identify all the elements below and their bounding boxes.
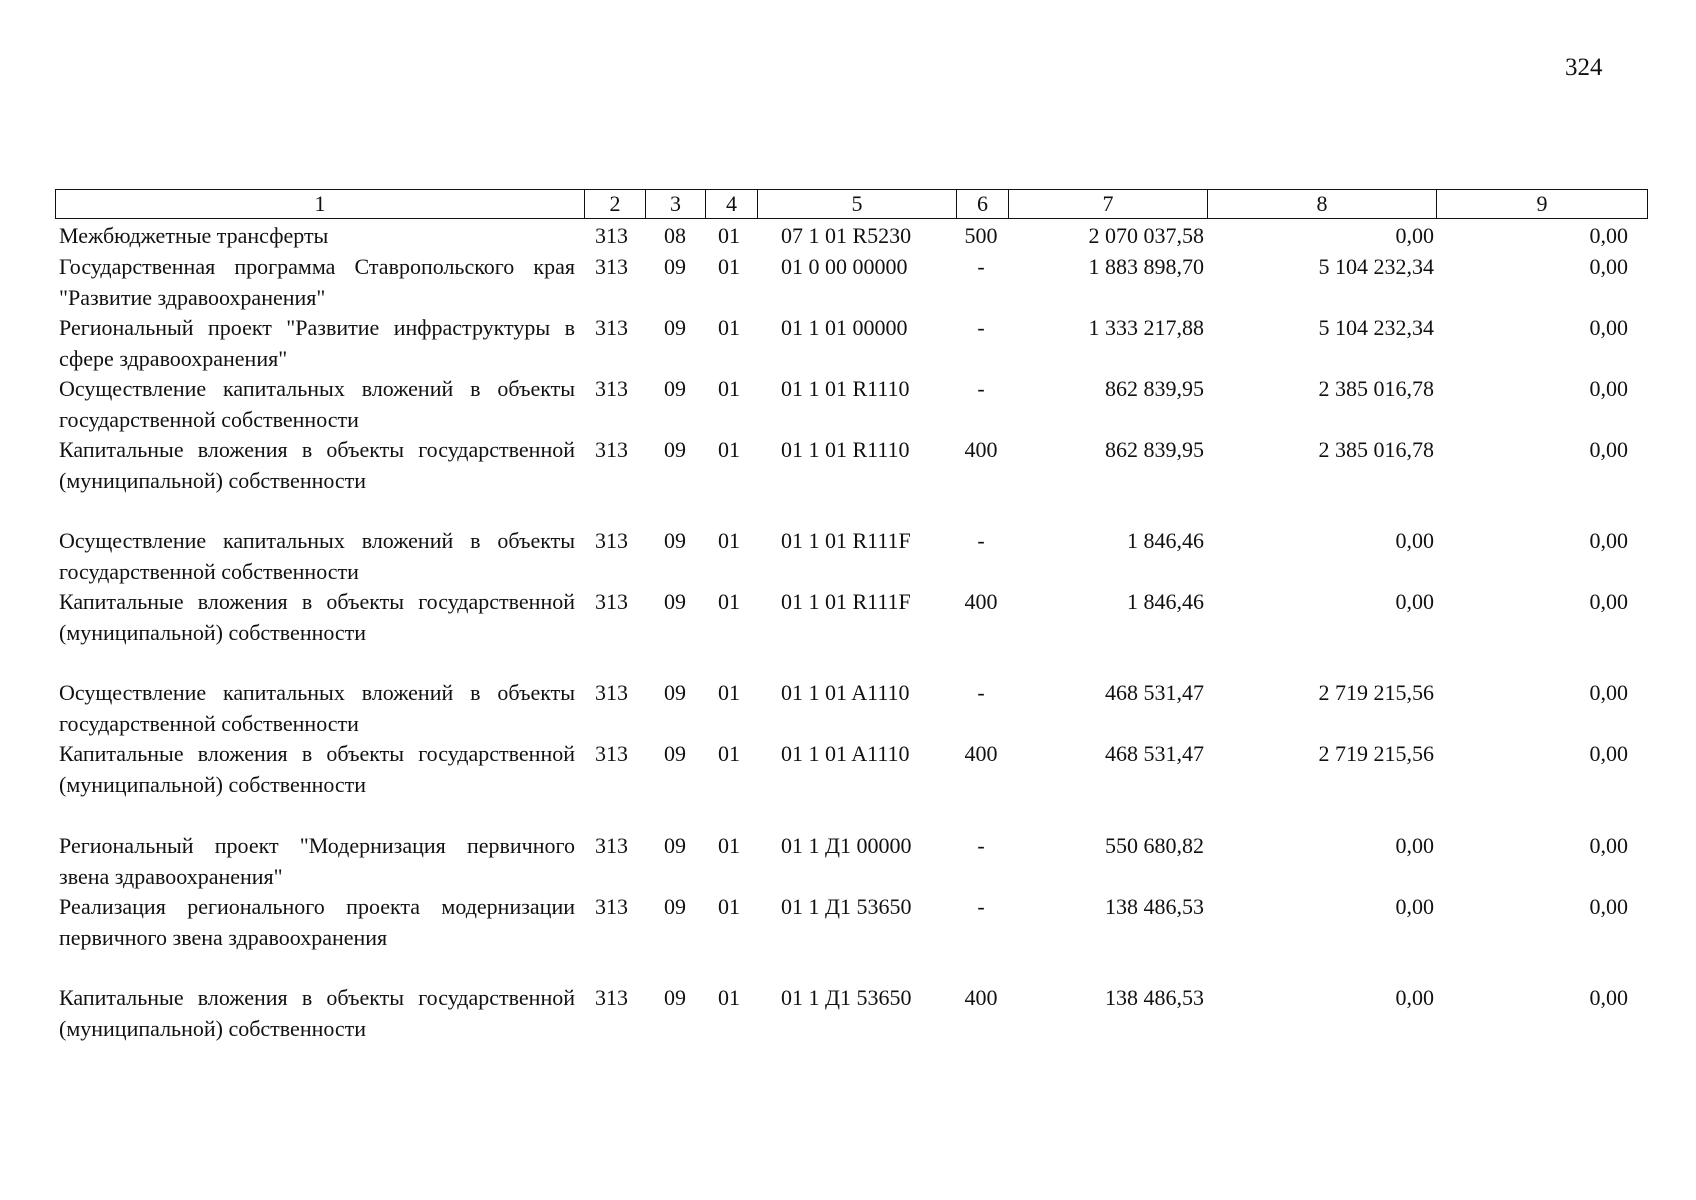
row-name: Капитальные вложения в объекты государственной (муниципальной) собственности xyxy=(59,437,575,493)
row-name: Осуществление капитальных вложений в объекты государственной собственности xyxy=(59,528,575,584)
row-col-3: 09 xyxy=(664,985,686,1010)
row-col-5: 01 1 01 R111F xyxy=(781,528,911,553)
row-col-7: 468 531,47 xyxy=(1105,680,1204,705)
row-col-8: 5 104 232,34 xyxy=(1318,315,1434,340)
row-col-5: 01 1 Д1 53650 xyxy=(781,985,912,1010)
row-col-5: 01 1 01 00000 xyxy=(781,315,908,340)
row-col-9: 0,00 xyxy=(1589,833,1628,858)
row-col-2: 313 xyxy=(595,315,628,340)
row-col-8: 0,00 xyxy=(1395,894,1434,919)
row-col-8: 2 385 016,78 xyxy=(1318,376,1434,401)
row-col-7: 550 680,82 xyxy=(1105,833,1204,858)
row-name: Государственная программа Ставропольского края "Развитие здравоохранения" xyxy=(59,254,575,310)
row-col-5: 01 1 01 R111F xyxy=(781,589,911,614)
row-col-8: 2 385 016,78 xyxy=(1318,437,1434,462)
row-col-2: 313 xyxy=(595,833,628,858)
row-col-5: 01 1 01 A1110 xyxy=(781,680,910,705)
row-col-7: 862 839,95 xyxy=(1105,437,1204,462)
row-name: Капитальные вложения в объекты государственной (муниципальной) собственности xyxy=(59,741,575,797)
row-name: Региональный проект "Развитие инфраструктуры в сфере здравоохранения" xyxy=(59,315,575,371)
row-col-4: 01 xyxy=(718,223,740,248)
row-name: Капитальные вложения в объекты государственной (муниципальной) собственности xyxy=(59,589,575,645)
row-col-4: 01 xyxy=(718,894,740,919)
row-col-6: 400 xyxy=(964,589,998,614)
row-col-2: 313 xyxy=(595,680,628,705)
column-header-2: 2 xyxy=(585,190,646,219)
row-col-4: 01 xyxy=(718,741,740,766)
row-col-4: 01 xyxy=(718,589,740,614)
row-col-5: 01 1 Д1 00000 xyxy=(781,833,912,858)
row-col-8: 0,00 xyxy=(1395,528,1434,553)
row-col-6: - xyxy=(977,376,985,401)
row-col-9: 0,00 xyxy=(1589,985,1628,1010)
row-col-6: - xyxy=(977,680,985,705)
row-col-3: 09 xyxy=(664,680,686,705)
row-col-3: 09 xyxy=(664,528,686,553)
row-col-7: 138 486,53 xyxy=(1105,985,1204,1010)
column-header-9: 9 xyxy=(1437,190,1648,219)
row-col-9: 0,00 xyxy=(1589,376,1628,401)
row-col-3: 09 xyxy=(664,833,686,858)
row-col-2: 313 xyxy=(595,985,628,1010)
row-col-4: 01 xyxy=(718,680,740,705)
row-col-4: 01 xyxy=(718,833,740,858)
row-col-3: 09 xyxy=(664,894,686,919)
row-col-2: 313 xyxy=(595,437,628,462)
row-name: Региональный проект "Модернизация первичного звена здравоохранения" xyxy=(59,833,575,889)
row-name: Осуществление капитальных вложений в объекты государственной собственности xyxy=(59,376,575,432)
row-col-8: 0,00 xyxy=(1395,589,1434,614)
row-col-6: 400 xyxy=(964,741,998,766)
row-col-9: 0,00 xyxy=(1589,894,1628,919)
row-col-3: 09 xyxy=(664,254,686,279)
row-col-2: 313 xyxy=(595,376,628,401)
row-col-9: 0,00 xyxy=(1589,315,1628,340)
row-name: Реализация регионального проекта модернизации первичного звена здравоохранения xyxy=(59,894,575,950)
row-col-7: 1 846,46 xyxy=(1127,528,1204,553)
row-col-8: 0,00 xyxy=(1395,833,1434,858)
row-col-8: 2 719 215,56 xyxy=(1318,741,1434,766)
row-col-5: 07 1 01 R5230 xyxy=(781,223,912,248)
column-header-4: 4 xyxy=(706,190,758,219)
row-col-5: 01 0 00 00000 xyxy=(781,254,908,279)
row-col-6: - xyxy=(977,894,985,919)
page-number: 324 xyxy=(1565,54,1603,81)
row-col-6: 400 xyxy=(964,437,998,462)
row-col-4: 01 xyxy=(718,315,740,340)
row-col-3: 09 xyxy=(664,437,686,462)
row-col-5: 01 1 01 A1110 xyxy=(781,741,910,766)
row-col-9: 0,00 xyxy=(1589,680,1628,705)
row-col-4: 01 xyxy=(718,985,740,1010)
row-col-4: 01 xyxy=(718,437,740,462)
row-col-6: - xyxy=(977,528,985,553)
row-col-5: 01 1 01 R1110 xyxy=(781,376,910,401)
row-col-2: 313 xyxy=(595,528,628,553)
row-col-4: 01 xyxy=(718,254,740,279)
row-col-7: 2 070 037,58 xyxy=(1088,223,1204,248)
column-header-5: 5 xyxy=(758,190,957,219)
row-col-4: 01 xyxy=(718,376,740,401)
row-col-7: 1 333 217,88 xyxy=(1088,315,1204,340)
row-col-9: 0,00 xyxy=(1589,437,1628,462)
row-col-3: 09 xyxy=(664,741,686,766)
row-col-9: 0,00 xyxy=(1589,528,1628,553)
row-col-7: 862 839,95 xyxy=(1105,376,1204,401)
row-col-8: 5 104 232,34 xyxy=(1318,254,1434,279)
column-header-1: 1 xyxy=(56,190,585,219)
row-col-9: 0,00 xyxy=(1589,254,1628,279)
row-col-3: 09 xyxy=(664,315,686,340)
row-col-8: 0,00 xyxy=(1395,985,1434,1010)
row-col-9: 0,00 xyxy=(1589,223,1628,248)
row-col-7: 1 846,46 xyxy=(1127,589,1204,614)
row-col-6: - xyxy=(977,315,985,340)
row-col-7: 1 883 898,70 xyxy=(1088,254,1204,279)
row-col-4: 01 xyxy=(718,528,740,553)
row-col-3: 09 xyxy=(664,589,686,614)
column-header-table xyxy=(55,189,1648,219)
column-header-row xyxy=(56,190,1648,219)
row-col-6: - xyxy=(977,254,985,279)
row-col-9: 0,00 xyxy=(1589,589,1628,614)
row-col-6: - xyxy=(977,833,985,858)
row-col-7: 468 531,47 xyxy=(1105,741,1204,766)
column-header-7: 7 xyxy=(1009,190,1208,219)
row-col-3: 08 xyxy=(664,223,686,248)
column-header-3: 3 xyxy=(646,190,706,219)
row-col-6: 500 xyxy=(964,223,998,248)
row-col-2: 313 xyxy=(595,223,628,248)
column-header-8: 8 xyxy=(1208,190,1437,219)
row-col-8: 0,00 xyxy=(1395,223,1434,248)
row-col-5: 01 1 01 R1110 xyxy=(781,437,910,462)
row-col-9: 0,00 xyxy=(1589,741,1628,766)
row-col-2: 313 xyxy=(595,741,628,766)
row-col-6: 400 xyxy=(964,985,998,1010)
row-name: Осуществление капитальных вложений в объекты государственной собственности xyxy=(59,680,575,736)
row-col-2: 313 xyxy=(595,589,628,614)
row-name: Межбюджетные трансферты xyxy=(59,223,329,248)
row-col-3: 09 xyxy=(664,376,686,401)
row-col-7: 138 486,53 xyxy=(1105,894,1204,919)
row-col-2: 313 xyxy=(595,254,628,279)
row-col-2: 313 xyxy=(595,894,628,919)
row-col-8: 2 719 215,56 xyxy=(1318,680,1434,705)
row-col-5: 01 1 Д1 53650 xyxy=(781,894,912,919)
column-header-6: 6 xyxy=(957,190,1009,219)
row-name: Капитальные вложения в объекты государственной (муниципальной) собственности xyxy=(59,985,575,1041)
